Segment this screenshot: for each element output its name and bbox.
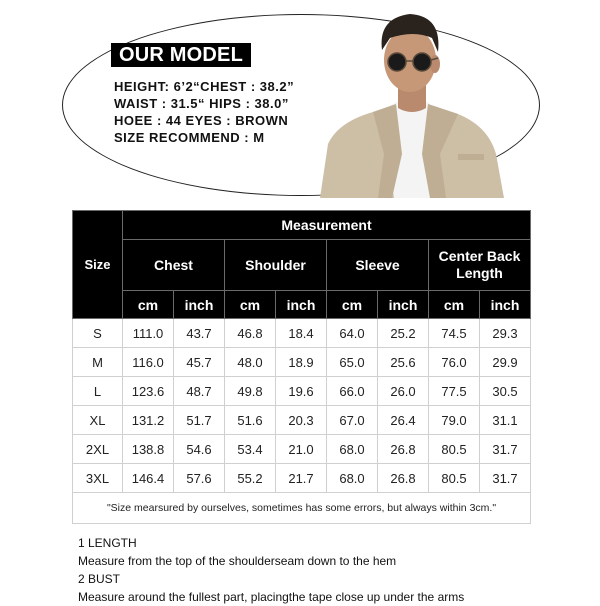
table-cell: 51.7 [174,406,225,435]
table-cell: 29.3 [480,319,531,348]
size-cell: L [73,377,123,406]
table-cell: 18.9 [276,348,327,377]
table-cell: 51.6 [225,406,276,435]
size-note: "Size mearsured by ourselves, sometimes has some errors, but always within 3cm." [73,493,531,524]
table-cell: 68.0 [327,435,378,464]
table-cell: 57.6 [174,464,225,493]
table-row [73,348,531,377]
table-cell: 26.0 [378,377,429,406]
table-cell: 80.5 [429,464,480,493]
table-cell: 46.8 [225,319,276,348]
model-photo [318,4,508,198]
table-cell: 111.0 [123,319,174,348]
measuring-instructions [78,534,464,606]
table-row [73,464,531,493]
model-stat-size-eyes: HOEE : 44 EYES : BROWN [114,113,289,128]
table-cell: 55.2 [225,464,276,493]
model-stat-waist-hips: WAIST : 31.5“ HIPS : 38.0” [114,96,289,111]
table-cell: 26.8 [378,435,429,464]
table-cell: 66.0 [327,377,378,406]
model-jacket-pocket [458,154,484,160]
table-cell: 68.0 [327,464,378,493]
table-cell: 21.0 [276,435,327,464]
measurement-header: Measurement [123,211,531,240]
table-cell: 116.0 [123,348,174,377]
table-cell: 48.7 [174,377,225,406]
size-chart-table [72,210,531,524]
size-cell: 2XL [73,435,123,464]
table-row [73,406,531,435]
table-cell: 123.6 [123,377,174,406]
table-cell: 146.4 [123,464,174,493]
table-cell: 48.0 [225,348,276,377]
table-cell: 67.0 [327,406,378,435]
table-cell: 54.6 [174,435,225,464]
table-cell: 31.1 [480,406,531,435]
instruction-length-text: Measure from the top of the shoulderseam down to the hem [78,554,397,568]
table-cell: 18.4 [276,319,327,348]
table-cell: 45.7 [174,348,225,377]
size-cell: 3XL [73,464,123,493]
table-cell: 76.0 [429,348,480,377]
model-stats [114,78,294,146]
table-cell: 29.9 [480,348,531,377]
model-title: OUR MODEL [111,43,251,67]
table-cell: 65.0 [327,348,378,377]
instruction-length-heading: 1 LENGTH [78,536,137,550]
unit-header: inch [174,291,225,319]
table-cell: 74.5 [429,319,480,348]
size-cell: S [73,319,123,348]
table-cell: 20.3 [276,406,327,435]
model-stat-size-recommend: SIZE RECOMMEND : M [114,130,265,145]
unit-header: inch [378,291,429,319]
size-column-header: Size [73,211,123,319]
table-cell: 19.6 [276,377,327,406]
table-cell: 25.6 [378,348,429,377]
table-cell: 49.8 [225,377,276,406]
table-cell: 31.7 [480,464,531,493]
table-cell: 31.7 [480,435,531,464]
unit-header: cm [429,291,480,319]
model-stat-height-chest: HEIGHT: 6’2“CHEST : 38.2” [114,79,295,94]
table-cell: 53.4 [225,435,276,464]
table-row [73,319,531,348]
table-cell: 25.2 [378,319,429,348]
shoulder-header: Shoulder [225,240,327,291]
instruction-bust-heading: 2 BUST [78,572,121,586]
table-row [73,377,531,406]
model-card [0,0,600,205]
center-back-length-header: Center Back Length [429,240,531,291]
table-cell: 79.0 [429,406,480,435]
unit-header: cm [327,291,378,319]
table-cell: 30.5 [480,377,531,406]
unit-header: cm [123,291,174,319]
size-cell: XL [73,406,123,435]
table-cell: 77.5 [429,377,480,406]
table-row [73,435,531,464]
unit-header: cm [225,291,276,319]
size-note-row [73,493,531,524]
table-cell: 64.0 [327,319,378,348]
table-cell: 21.7 [276,464,327,493]
sleeve-header: Sleeve [327,240,429,291]
table-cell: 43.7 [174,319,225,348]
size-cell: M [73,348,123,377]
instruction-bust-text: Measure around the fullest part, placingthe tape close up under the arms [78,590,465,604]
unit-header: inch [276,291,327,319]
table-cell: 80.5 [429,435,480,464]
unit-header: inch [480,291,531,319]
table-cell: 131.2 [123,406,174,435]
chest-header: Chest [123,240,225,291]
table-cell: 26.4 [378,406,429,435]
table-cell: 26.8 [378,464,429,493]
table-cell: 138.8 [123,435,174,464]
